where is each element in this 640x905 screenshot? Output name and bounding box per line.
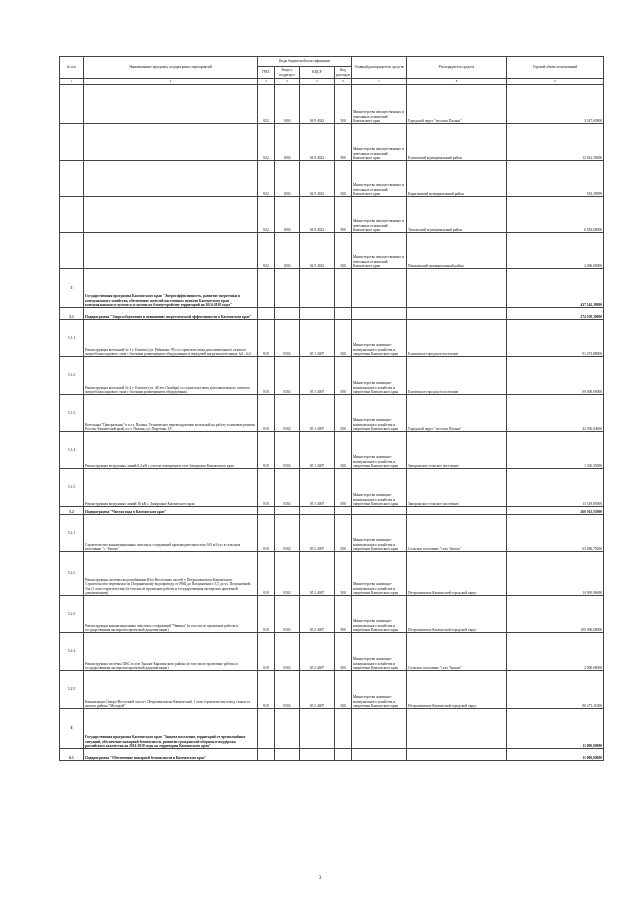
row-kvr: 500 [335,596,352,633]
row-admin: Министерство жилищно-коммунального хозяйства и энергетики Камчатского края [352,596,407,633]
header-name: Наименование программ, подпрограмм, мероприятий [84,57,258,79]
row-num: 5.2.2 [60,552,84,596]
row-name: Реконструкция котельной № 4 г. Елизово (ул. 40 лет Октября) со строительством дополнительного газового энергоблока парового типа с блочным размещением оборудования [84,357,258,395]
row-name: Реконструкция воздушных линий 0,4 кВ с учетом освещения в селе Запорожье Камчатского края [84,432,258,469]
row-name: Реконструкция системы водоснабжения Юго-Восточных частей г. Петропавловска-Камчатского. Строительство перемычки по Пограничному водопроводу от РВЦ до Пограничного 3,5 до ул. Пограничной, 33а (1 этап строительства) (в том числе проектные работы и государственная экспертиза проектной документации) [84,552,258,596]
row-section: 0502 [275,320,300,357]
row-section: 0502 [275,515,300,552]
row-recipient: Петропавловск-Камчатский городской округ [407,671,507,709]
subprogram-num: 6.1 [60,749,84,761]
row-section: 0502 [275,552,300,596]
row-kvr: 500 [335,357,352,395]
subprogram-row [60,507,604,515]
row-section: 0502 [275,596,300,633]
row-num: 5.1.1 [60,320,84,357]
row-amount: 80 273,11000 [507,671,604,709]
row-admin: Министерство жилищно-коммунального хозяйства и энергетики Камчатского края [352,432,407,469]
table-row [60,432,604,469]
column-number: 7 [352,79,407,85]
row-admin: Министерство жилищно-коммунального хозяйства и энергетики Камчатского края [352,320,407,357]
row-kvr: 500 [335,515,352,552]
row-recipient: Карагинский муниципальный район [407,161,507,197]
row-kvr: 500 [335,633,352,671]
row-amount: 510,39999 [507,161,604,197]
table-row [60,161,604,197]
row-kcsr: 04 9 4022 [300,161,335,197]
row-section: 0502 [275,633,300,671]
row-section: 1004 [275,197,300,233]
row-num [60,161,84,197]
row-grbs: 822 [258,197,275,233]
row-kcsr: 05 1 4007 [300,357,335,395]
row-kcsr: 05 2 4007 [300,596,335,633]
row-recipient: Городской округ "поселок Палана" [407,85,507,124]
header-section: Раздел, подраздел [275,67,300,79]
row-name [84,197,258,233]
row-recipient: Сельское поселение "село Тигиль" [407,515,507,552]
row-grbs: 822 [258,233,275,269]
row-name: Реконструкция канализационных очистных сооружений "Чавыча" (в том числе проектные работы и государственная экспертиза проектной документации) [84,596,258,633]
column-number: 1 [60,79,84,85]
row-recipient: Сельское поселение "село Тымлат" [407,633,507,671]
row-kvr: 500 [335,469,352,507]
row-num: 5.2.3 [60,596,84,633]
row-section: 0502 [275,395,300,432]
program-row [60,709,604,749]
row-amount: 14 995,96000 [507,552,604,596]
table-row [60,596,604,633]
row-amount: 6 583,00000 [507,197,604,233]
row-name [84,233,258,269]
column-number: 3 [258,79,275,85]
subprogram-num: 5.1 [60,308,84,320]
row-name: Реконструкция системы ХВС в селе Тымлат Карагинского района (в том числе проектные работы и государственная экспертиза проектной документации) [84,633,258,671]
row-kcsr: 05 2 4007 [300,671,335,709]
row-grbs: 810 [258,469,275,507]
row-kcsr: 05 2 4007 [300,515,335,552]
row-kvr: 500 [335,552,352,596]
row-name: Котельная "Центральная" в п.г.т. Палана. Техническое перевооружение котельной на работу в пиковом режиме. Россия, Камчатский край, п.г.т. Палана, ул. Поротова, 18 [84,395,258,432]
row-recipient: Городской округ "поселок Палана" [407,395,507,432]
subprogram-row [60,308,604,320]
subprogram-name: Подпрограмма "Чистая вода в Камчатском крае" [84,507,258,515]
table-row [60,320,604,357]
row-grbs: 810 [258,320,275,357]
column-number: 4 [275,79,300,85]
table-row [60,671,604,709]
row-name [84,124,258,161]
program-num: 6 [60,709,84,749]
row-name: Канализация Северо-Восточной части г. Петропавловска-Камчатский. 1 этап строительства отвод стоков от жилого района "Молодой" [84,671,258,709]
row-admin: Министерство жилищно-коммунального хозяйства и энергетики Камчатского края [352,357,407,395]
row-amount: 63 286,75000 [507,515,604,552]
table-row [60,633,604,671]
header-codes-group: Коды бюджетной классификации [258,57,352,67]
header-recipient: Распорядитель средств [407,57,507,79]
subprogram-amount: 11 000,00000 [507,749,604,761]
row-amount: 42 056,04000 [507,395,604,432]
subprogram-amount: 260 561,55900 [507,507,604,515]
row-kcsr: 04 9 4022 [300,124,335,161]
row-kcsr: 05 1 4007 [300,320,335,357]
row-admin: Министерство жилищно-коммунального хозяйства и энергетики Камчатского края [352,515,407,552]
table-row [60,233,604,269]
row-kcsr: 05 2 4007 [300,633,335,671]
row-admin: Министерство имущественных и земельных отношений Камчатского края [352,233,407,269]
subprogram-name: Подпрограмма "Обеспечение пожарной безопасности в Камчатском крае" [84,749,258,761]
row-recipient: Запорожское сельское поселение [407,469,507,507]
table-row [60,552,604,596]
row-kcsr: 05 1 4007 [300,432,335,469]
row-amount: 13 318,85000 [507,469,604,507]
row-grbs: 822 [258,85,275,124]
subprogram-row [60,749,604,761]
row-recipient: Елизовский муниципальный район [407,124,507,161]
row-amount: 60 000,00000 [507,357,604,395]
header-admin: Главный распорядитель средств [352,57,407,79]
budget-table-page [59,56,603,761]
program-name: Государственная программа Камчатского края "Защита населения, территорий от чрезвычайных ситуаций, обеспечение пожарной безопасности, развитие гражданской обороны и поддержка российского казачества на 2014-2018 годы на территории Камчатского края" [84,709,258,749]
row-amount: 1 356,55000 [507,432,604,469]
program-name: Государственная программа Камчатского края "Энергоэффективность, развитие энергетики и коммунального хозяйства, обеспечение жителей населенных пунктов Камчатского края коммунальными услугами и услугами по благоустройству территорий на 2014-2018 годы" [84,269,258,308]
subprogram-num: 5.2 [60,507,84,515]
page-number: 3 [318,876,322,881]
row-admin: Министерство жилищно-коммунального хозяйства и энергетики Камчатского края [352,469,407,507]
row-num [60,85,84,124]
row-recipient: Петропавловск-Камчатский городской округ [407,596,507,633]
table-row [60,395,604,432]
row-kcsr: 04 9 4022 [300,197,335,233]
row-section: 1004 [275,85,300,124]
table-row [60,85,604,124]
budget-table [59,56,604,761]
column-number: 5 [300,79,335,85]
row-num: 5.2.1 [60,515,84,552]
row-num: 5.2.5 [60,671,84,709]
column-number: 6 [335,79,352,85]
row-section: 0502 [275,432,300,469]
row-kcsr: 04 9 4022 [300,233,335,269]
row-amount: 2 000,00000 [507,633,604,671]
row-num [60,124,84,161]
row-admin: Министерство жилищно-коммунального хозяйства и энергетики Камчатского края [352,395,407,432]
row-name [84,161,258,197]
row-num [60,197,84,233]
header-total: Годовой объем ассигнований [507,57,604,79]
table-row [60,124,604,161]
row-kvr: 500 [335,85,352,124]
row-grbs: 810 [258,596,275,633]
row-num: 5.1.2 [60,357,84,395]
program-row [60,269,604,308]
row-amount: 12 922,30000 [507,124,604,161]
row-num: 5.1.5 [60,469,84,507]
row-section: 1004 [275,161,300,197]
row-grbs: 822 [258,161,275,197]
row-name: Реконструкция котельной № 3 г. Елизово (ул. Рябикова, 59) со строительством дополнительного газового энергоблока парового типа с блочным размещением оборудования и передачей нагрузки котельных №1, №3 [84,320,258,357]
row-section: 1004 [275,233,300,269]
row-kvr: 500 [335,161,352,197]
row-kvr: 500 [335,233,352,269]
row-kcsr: 05 1 4007 [300,395,335,432]
row-kvr: 500 [335,395,352,432]
row-num [60,233,84,269]
header-kvr: Код расходов [336,68,350,77]
row-amount: 3 317,65900 [507,85,604,124]
row-name [84,85,258,124]
row-grbs: 810 [258,357,275,395]
row-kcsr: 04 9 4022 [300,85,335,124]
row-admin: Министерство жилищно-коммунального хозяйства и энергетики Камчатского края [352,633,407,671]
row-grbs: 810 [258,395,275,432]
program-amount: 437 542,39900 [507,269,604,308]
row-name: Реконструкция воздушных линий 10 кВ с. Запорожье Камчатского края [84,469,258,507]
row-grbs: 810 [258,432,275,469]
column-number: 9 [507,79,604,85]
row-num: 5.1.4 [60,432,84,469]
header-grbs: ГРБС [258,67,275,79]
row-recipient: Елизовское городское поселение [407,320,507,357]
row-kvr: 500 [335,320,352,357]
row-admin: Министерство имущественных и земельных отношений Камчатского края [352,85,407,124]
row-kcsr: 05 1 4007 [300,469,335,507]
row-recipient: Тигильский муниципальный район [407,197,507,233]
row-grbs: 822 [258,124,275,161]
row-num: 5.2.4 [60,633,84,671]
subprogram-name: Подпрограмма "Энергосбережение и повышение энергетической эффективности в Камчатском крае" [84,308,258,320]
row-section: 0502 [275,671,300,709]
row-kvr: 500 [335,432,352,469]
program-amount: 11 000,00000 [507,709,604,749]
subprogram-amount: 274 550,30000 [507,308,604,320]
row-admin: Министерство имущественных и земельных отношений Камчатского края [352,161,407,197]
row-section: 0502 [275,469,300,507]
row-section: 0502 [275,357,300,395]
row-grbs: 810 [258,552,275,596]
row-num: 5.1.3 [60,395,84,432]
row-grbs: 810 [258,671,275,709]
column-number: 8 [407,79,507,85]
row-amount: 91 473,88000 [507,320,604,357]
row-recipient: Петропавловск-Камчатский городской округ [407,552,507,596]
row-grbs: 810 [258,633,275,671]
column-number: 2 [84,79,258,85]
row-recipient: Елизовское городское поселение [407,357,507,395]
row-admin: Министерство имущественных и земельных отношений Камчатского края [352,124,407,161]
row-section: 1004 [275,124,300,161]
row-admin: Министерство жилищно-коммунального хозяйства и энергетики Камчатского края [352,671,407,709]
program-num: 5 [60,269,84,308]
row-name: Строительство канализационных очистных сооружений производительностью 165 м3/сут в сельском поселении "с. Тигиль" [84,515,258,552]
row-recipient: Запорожское сельское поселение [407,432,507,469]
row-kcsr: 05 2 4007 [300,552,335,596]
row-recipient: Пенжинский муниципальный район [407,233,507,269]
row-admin: Министерство имущественных и земельных отношений Камчатского края [352,197,407,233]
row-kvr: 500 [335,197,352,233]
row-amount: 100 000,00000 [507,596,604,633]
table-row [60,515,604,552]
header-num: № п/п [60,57,84,79]
table-row [60,469,604,507]
header-kcsr: КЦСР [300,67,335,79]
row-grbs: 810 [258,515,275,552]
table-row [60,197,604,233]
row-admin: Министерство жилищно-коммунального хозяйства и энергетики Камчатского края [352,552,407,596]
table-row [60,357,604,395]
row-amount: 2 496,00000 [507,233,604,269]
row-kvr: 500 [335,671,352,709]
row-kvr: 500 [335,124,352,161]
